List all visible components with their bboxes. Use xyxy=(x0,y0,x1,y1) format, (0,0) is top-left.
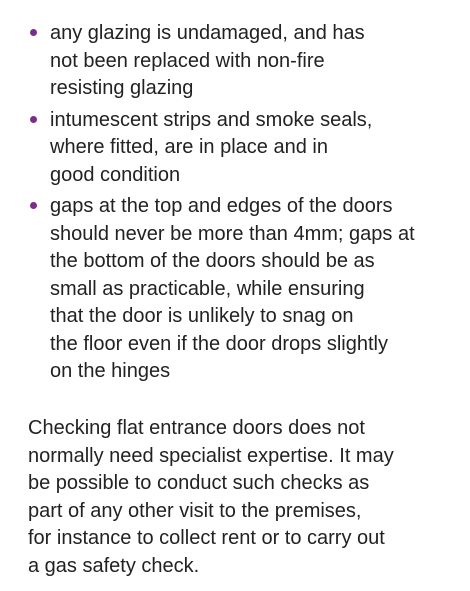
bullet-dot-icon xyxy=(30,29,37,36)
bullet-text-line: on the hinges xyxy=(50,360,171,382)
paragraph-line: for instance to collect rent or to carry out xyxy=(28,527,385,549)
paragraph-line: be possible to conduct such checks as xyxy=(28,472,370,494)
bullet-text-line: good condition xyxy=(50,163,181,186)
bullet-item-seals xyxy=(28,107,458,190)
bullet-text-line: should never be more than 4mm; gaps at xyxy=(50,222,415,245)
bullet-text-line: where fitted, are in place and in xyxy=(50,136,328,158)
bullet-text-line: the bottom of the doors should be as xyxy=(50,250,375,272)
bullet-text-line: intumescent strips and smoke seals, xyxy=(50,108,373,131)
paragraph-line: Checking flat entrance doors does not xyxy=(28,417,365,439)
bullet-item-glazing xyxy=(28,20,458,103)
body-paragraph xyxy=(28,415,458,580)
paragraph-line: normally need specialist expertise. It may xyxy=(28,444,394,467)
bullet-text-line: any glazing is undamaged, and has xyxy=(50,22,365,44)
bullet-dot-icon xyxy=(30,202,37,209)
bullet-dot-icon xyxy=(30,116,37,123)
paragraph-line: a gas safety check. xyxy=(28,554,200,577)
bullet-text-line: the floor even if the door drops slightly xyxy=(50,332,388,355)
bullet-text-line: gaps at the top and edges of the doors xyxy=(50,195,393,217)
paragraph-line: part of any other visit to the premises, xyxy=(28,499,362,522)
bullet-text-line: small as practicable, while ensuring xyxy=(50,277,365,300)
bullet-item-gaps xyxy=(28,193,458,386)
bullet-text-line: resisting glazing xyxy=(50,77,194,99)
bullet-text-line: that the door is unlikely to snag on xyxy=(50,305,354,327)
bullet-text-line: not been replaced with non-fire xyxy=(50,49,325,72)
bullet-list xyxy=(28,20,458,390)
